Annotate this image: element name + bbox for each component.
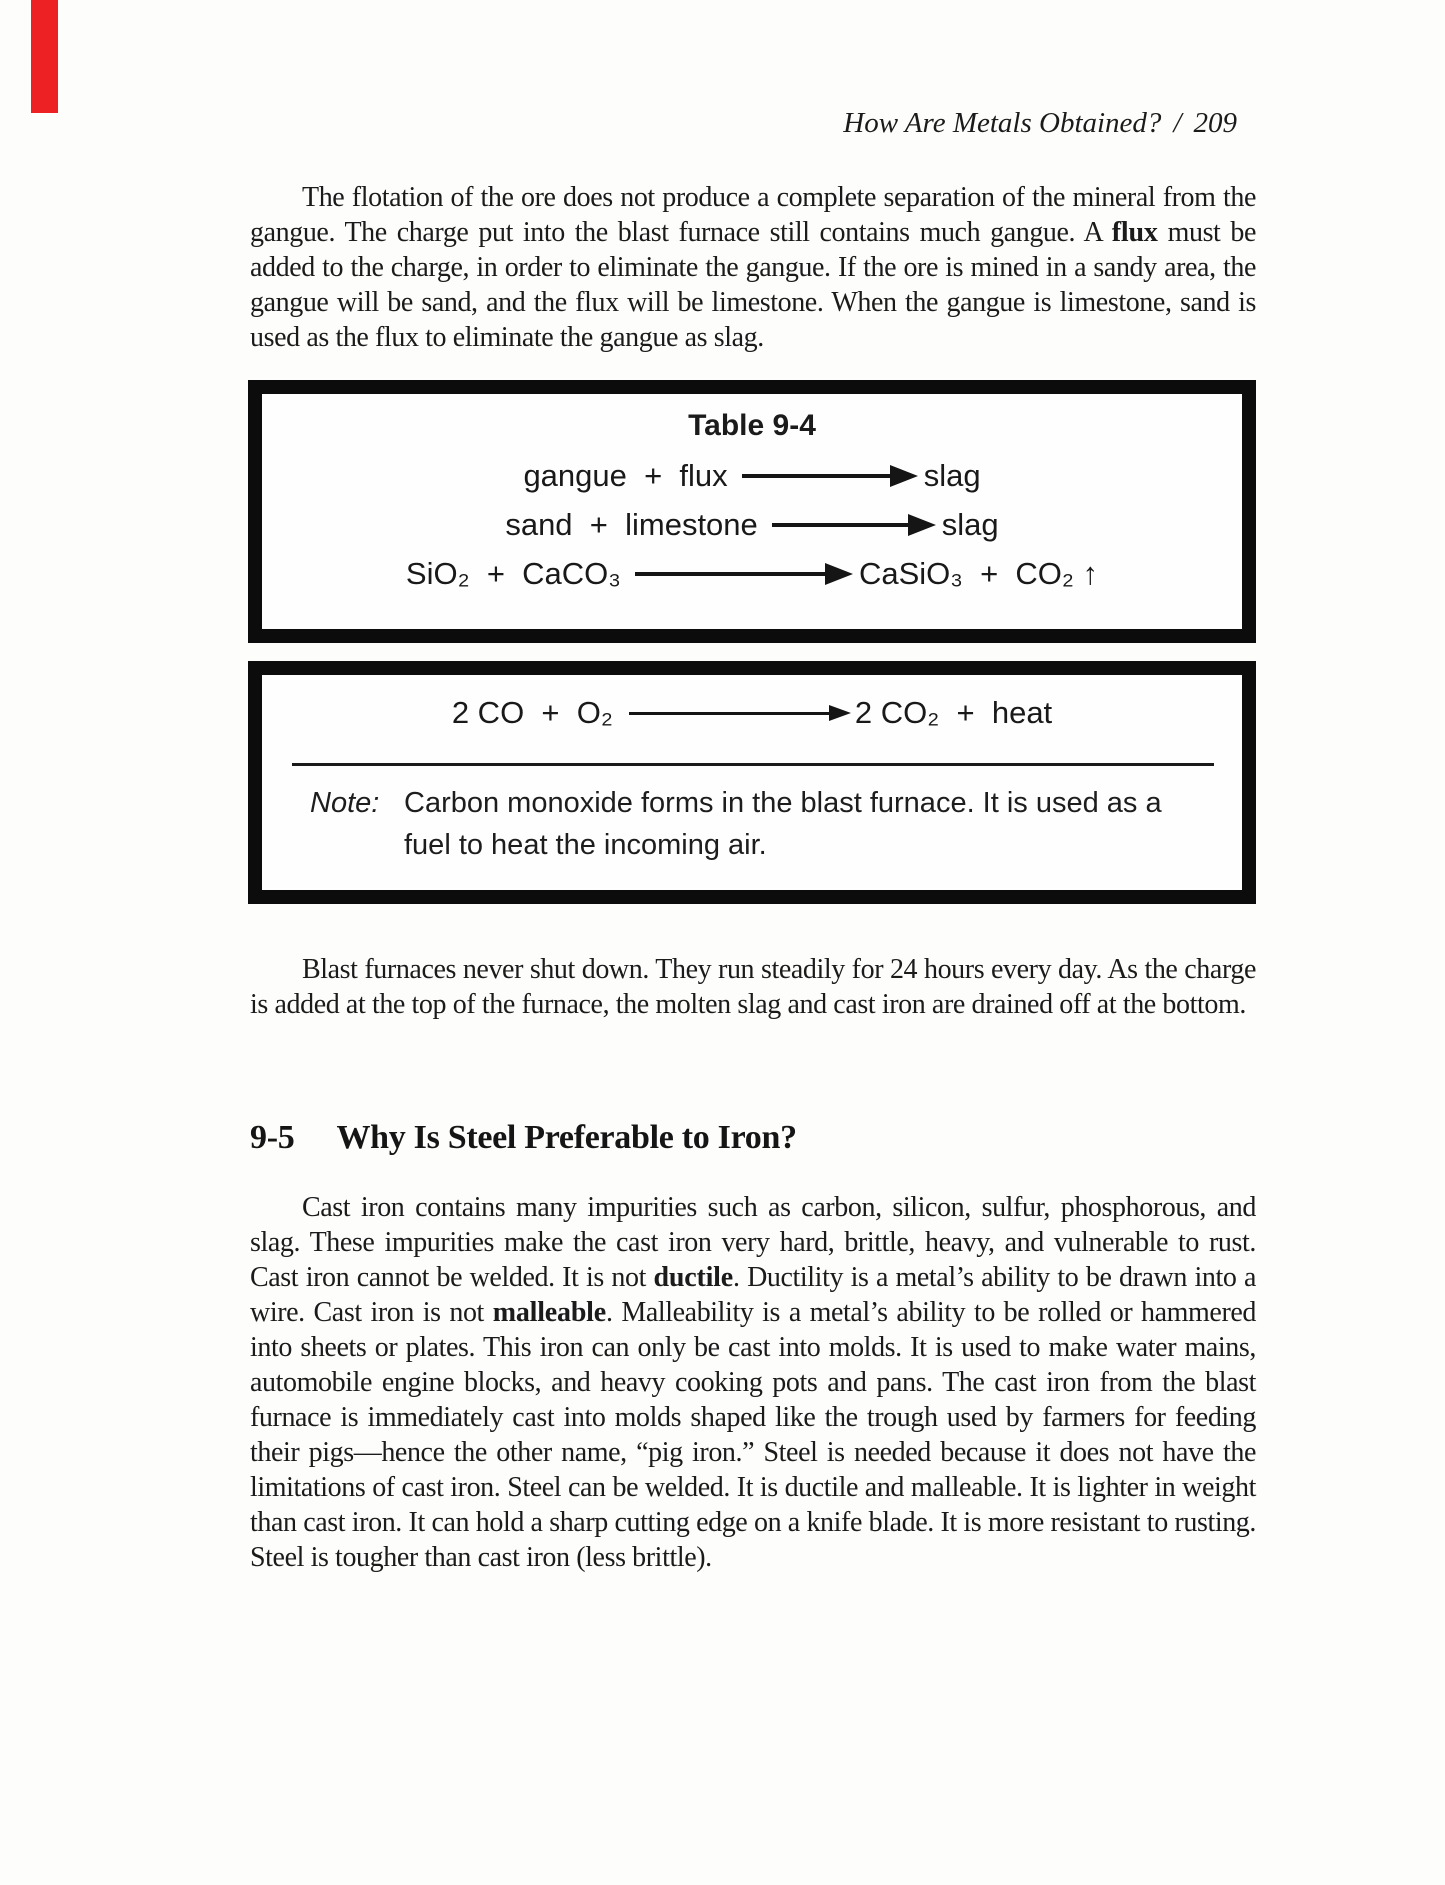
note-label: Note: bbox=[310, 787, 380, 819]
reaction-row-sio2-caco3 bbox=[262, 554, 1242, 594]
section-heading bbox=[250, 1116, 797, 1160]
flux-bold-term: flux bbox=[1111, 217, 1158, 248]
steel-text-3: . Malleability is a metal’s ability to be rolled or hammered into sheets or plates. This iron can only be cast into molds. It is used to make water mains, automobile engine blocks, and heavy cooking pots and pans. The cast iron from the blast furnace is immediately cast into molds shaped like the trough used by farmers for feeding their pigs—hence the other name, “pig iron.” Steel is needed because it does not have the limitations of cast iron. Steel can be welded. It is ductile and malleable. It is lighter in weight than cast iron. It can hold a sharp cutting edge on a knife blade. It is more resistant to rusting. Steel is tougher than cast iron (less brittle). bbox=[250, 1297, 1256, 1573]
page-number: 209 bbox=[1193, 107, 1237, 139]
reaction-rhs: slag bbox=[941, 507, 999, 542]
reaction-rhs: slag bbox=[923, 458, 981, 493]
reaction-lhs: sand + limestone bbox=[505, 507, 758, 542]
reaction-row-sand-limestone bbox=[262, 505, 1242, 545]
reaction-row-gangue-flux bbox=[262, 456, 1242, 496]
steel-text-2: . Ductility is a metal’s ability to be drawn into a wire. Cast iron is not bbox=[250, 1262, 1256, 1328]
steel-paragraph bbox=[250, 1190, 1256, 1575]
reaction-lhs: SiO₂ + CaCO₃ bbox=[405, 556, 621, 591]
malleable-bold-term: malleable bbox=[492, 1297, 606, 1328]
reaction-lhs: gangue + flux bbox=[523, 458, 728, 493]
table-title: Table 9-4 bbox=[688, 409, 816, 442]
reaction-arrow bbox=[635, 572, 825, 576]
blast-furnace-paragraph: Blast furnaces never shut down. They run steadily for 24 hours every day. As the charge is added at the top of the furnace, the molten slag and cast iron are drained off at the bottom. bbox=[250, 954, 1256, 1020]
reaction-row-co-combustion bbox=[262, 693, 1242, 733]
reaction-arrow bbox=[629, 712, 829, 715]
intro-text-2: must be added to the charge, in order to eliminate the gangue. If the ore is mined in a sandy area, the gangue will be sand, and the flux will be limestone. When the gangue is limestone, sand is used as the flux to eliminate the gangue as slag. bbox=[250, 217, 1256, 353]
intro-paragraph bbox=[250, 180, 1256, 355]
reaction-arrow bbox=[772, 523, 908, 527]
carbon-monoxide-note-box bbox=[248, 661, 1256, 904]
note-text: Carbon monoxide forms in the blast furnace. It is used as a fuel to heat the incoming air. bbox=[404, 787, 1162, 861]
reaction-rhs: CaSiO₃ + CO₂ ↑ bbox=[858, 556, 1099, 591]
ductile-bold-term: ductile bbox=[653, 1262, 733, 1293]
section-title: Why Is Steel Preferable to Iron? bbox=[336, 1119, 797, 1156]
running-header bbox=[250, 106, 1237, 140]
section-number: 9-5 bbox=[250, 1119, 295, 1156]
running-header-separator: / bbox=[1173, 107, 1182, 139]
steel-text-1: Cast iron contains many impurities such as carbon, silicon, sulfur, phosphorous, and slag. These impurities make the cast iron very hard, brittle, heavy, and vulnerable to rust. Cast iron cannot be welded. It is not bbox=[250, 1192, 1256, 1293]
running-header-title: How Are Metals Obtained? bbox=[843, 107, 1162, 139]
reaction-rhs: 2 CO₂ + heat bbox=[854, 695, 1053, 730]
divider-line bbox=[292, 763, 1214, 766]
table-9-4-box bbox=[248, 380, 1256, 643]
reaction-lhs: 2 CO + O₂ bbox=[451, 695, 613, 730]
note-row bbox=[262, 782, 1242, 866]
intro-text-1: The flotation of the ore does not produce a complete separation of the mineral from the gangue. The charge put into the blast furnace still contains much gangue. A bbox=[250, 182, 1256, 248]
red-scan-mark bbox=[31, 0, 58, 113]
reaction-arrow bbox=[742, 474, 890, 478]
